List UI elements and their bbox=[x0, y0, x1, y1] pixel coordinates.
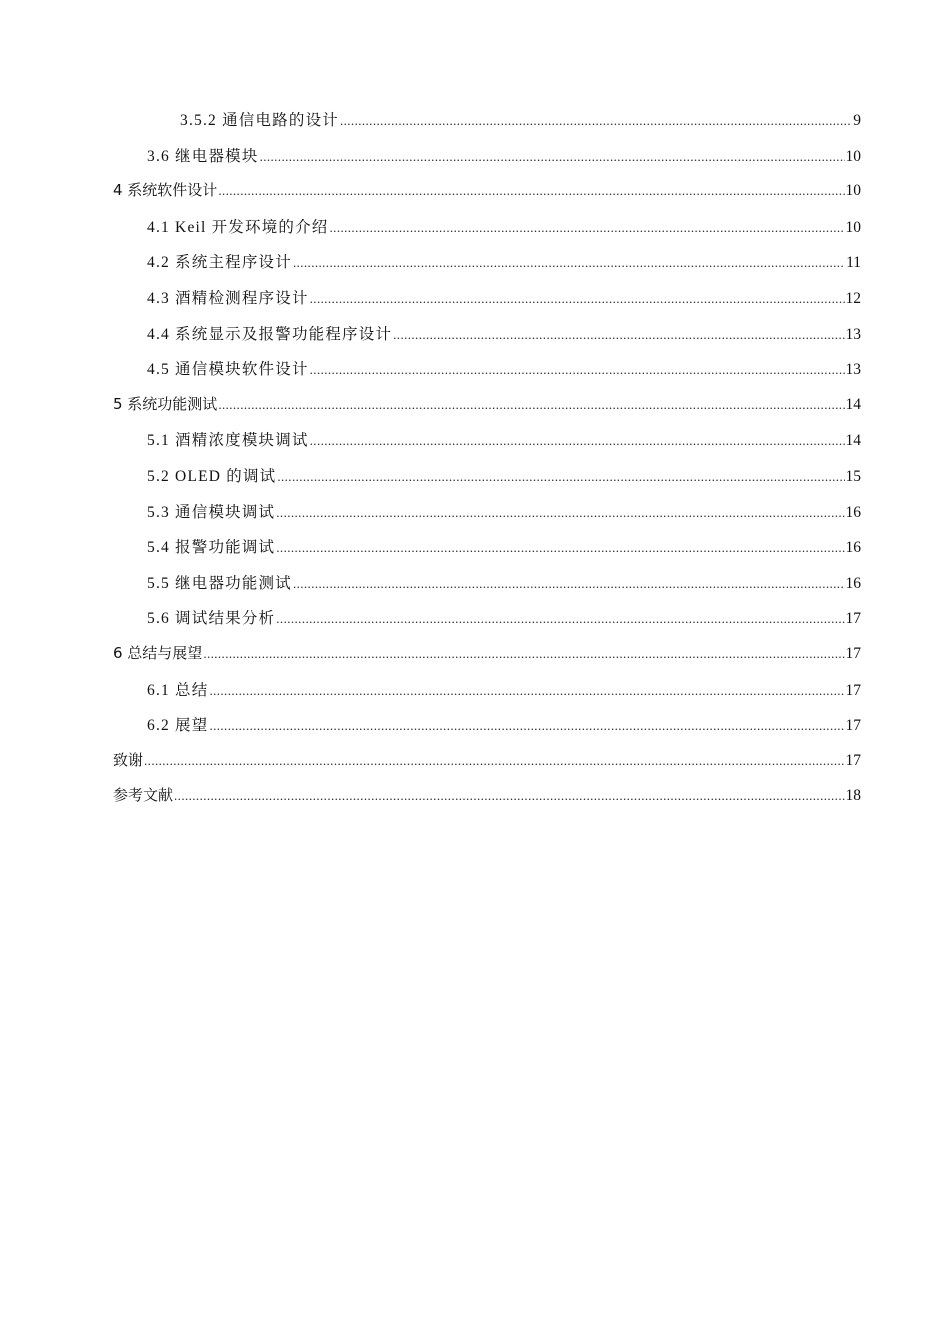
toc-entry-page: 16 bbox=[845, 539, 861, 557]
toc-entry-page: 13 bbox=[845, 325, 861, 343]
toc-dot-leader bbox=[393, 327, 844, 343]
toc-entry[interactable] bbox=[113, 749, 861, 785]
table-of-contents bbox=[113, 108, 861, 820]
toc-entry-title: 5.4 报警功能调试 bbox=[147, 539, 276, 557]
toc-entry-page: 10 bbox=[845, 218, 861, 236]
toc-entry-title: 4.1 Keil 开发环境的介绍 bbox=[147, 218, 329, 236]
toc-dot-leader bbox=[277, 469, 844, 485]
toc-entry-page: 16 bbox=[845, 503, 861, 521]
toc-entry-title: 4.2 系统主程序设计 bbox=[147, 254, 292, 272]
toc-entry-page: 18 bbox=[845, 787, 861, 805]
toc-entry-title: 5.3 通信模块调试 bbox=[147, 503, 276, 521]
toc-dot-leader bbox=[330, 220, 845, 236]
toc-entry-page: 10 bbox=[845, 182, 861, 200]
toc-dot-leader bbox=[293, 576, 845, 592]
toc-entry-page: 17 bbox=[845, 717, 861, 735]
toc-entry-title: 6.1 总结 bbox=[147, 681, 209, 699]
toc-entry[interactable] bbox=[113, 215, 861, 251]
toc-entry-page: 13 bbox=[845, 361, 861, 379]
toc-entry[interactable] bbox=[113, 393, 861, 429]
toc-entry[interactable] bbox=[113, 642, 861, 678]
toc-entry[interactable] bbox=[113, 678, 861, 714]
toc-dot-leader bbox=[293, 255, 845, 271]
toc-entry-title: 4.5 通信模块软件设计 bbox=[147, 361, 309, 379]
toc-entry-title: 5.6 调试结果分析 bbox=[147, 610, 276, 628]
toc-entry-title: 致谢 bbox=[113, 750, 144, 769]
toc-entry-title: 5 系统功能测试 bbox=[113, 394, 218, 413]
toc-dot-leader bbox=[310, 433, 845, 449]
toc-dot-leader bbox=[218, 397, 844, 413]
toc-dot-leader bbox=[276, 540, 844, 556]
toc-dot-leader bbox=[209, 718, 844, 734]
toc-entry-title: 3.6 继电器模块 bbox=[147, 147, 259, 165]
toc-entry-title: 4 系统软件设计 bbox=[113, 181, 218, 200]
toc-dot-leader bbox=[144, 753, 844, 769]
toc-entry[interactable] bbox=[113, 535, 861, 571]
toc-entry[interactable] bbox=[113, 250, 861, 286]
toc-entry-page: 15 bbox=[845, 467, 861, 485]
toc-entry-page: 9 bbox=[853, 112, 861, 129]
toc-entry-title: 参考文献 bbox=[113, 786, 174, 805]
toc-entry[interactable] bbox=[113, 500, 861, 536]
toc-entry-page: 17 bbox=[845, 610, 861, 628]
toc-entry-page: 11 bbox=[846, 254, 861, 272]
toc-dot-leader bbox=[260, 149, 845, 165]
toc-entry-title: 5.2 OLED 的调试 bbox=[147, 467, 277, 485]
toc-entry-page: 17 bbox=[845, 681, 861, 699]
toc-entry[interactable] bbox=[113, 464, 861, 500]
toc-entry-title: 4.3 酒精检测程序设计 bbox=[147, 289, 309, 307]
toc-entry[interactable] bbox=[113, 606, 861, 642]
toc-entry[interactable] bbox=[113, 108, 861, 144]
toc-dot-leader bbox=[218, 183, 844, 199]
toc-dot-leader bbox=[310, 362, 845, 378]
toc-dot-leader bbox=[310, 291, 845, 307]
toc-entry-title: 3.5.2 通信电路的设计 bbox=[180, 112, 339, 129]
toc-entry-title: 5.1 酒精浓度模块调试 bbox=[147, 432, 309, 450]
toc-entry-page: 10 bbox=[845, 147, 861, 165]
toc-dot-leader bbox=[174, 788, 844, 804]
toc-entry-page: 17 bbox=[845, 751, 861, 769]
toc-dot-leader bbox=[203, 646, 844, 662]
toc-entry[interactable] bbox=[113, 428, 861, 464]
toc-entry-title: 6 总结与展望 bbox=[113, 643, 203, 662]
toc-entry[interactable] bbox=[113, 713, 861, 749]
toc-entry[interactable] bbox=[113, 322, 861, 358]
toc-entry-page: 17 bbox=[845, 644, 861, 662]
toc-entry-title: 4.4 系统显示及报警功能程序设计 bbox=[147, 325, 393, 343]
toc-entry[interactable] bbox=[113, 784, 861, 820]
toc-entry-page: 16 bbox=[845, 574, 861, 592]
toc-dot-leader bbox=[276, 611, 844, 627]
toc-entry-title: 6.2 展望 bbox=[147, 717, 209, 735]
toc-entry[interactable] bbox=[113, 179, 861, 215]
toc-entry[interactable] bbox=[113, 144, 861, 180]
toc-dot-leader bbox=[340, 113, 852, 129]
toc-dot-leader bbox=[209, 683, 844, 699]
toc-entry-page: 14 bbox=[845, 395, 861, 413]
toc-entry[interactable] bbox=[113, 357, 861, 393]
toc-dot-leader bbox=[276, 505, 844, 521]
toc-entry-page: 14 bbox=[845, 432, 861, 450]
toc-entry[interactable] bbox=[113, 571, 861, 607]
toc-entry-page: 12 bbox=[845, 289, 861, 307]
toc-entry[interactable] bbox=[113, 286, 861, 322]
toc-entry-title: 5.5 继电器功能测试 bbox=[147, 574, 292, 592]
